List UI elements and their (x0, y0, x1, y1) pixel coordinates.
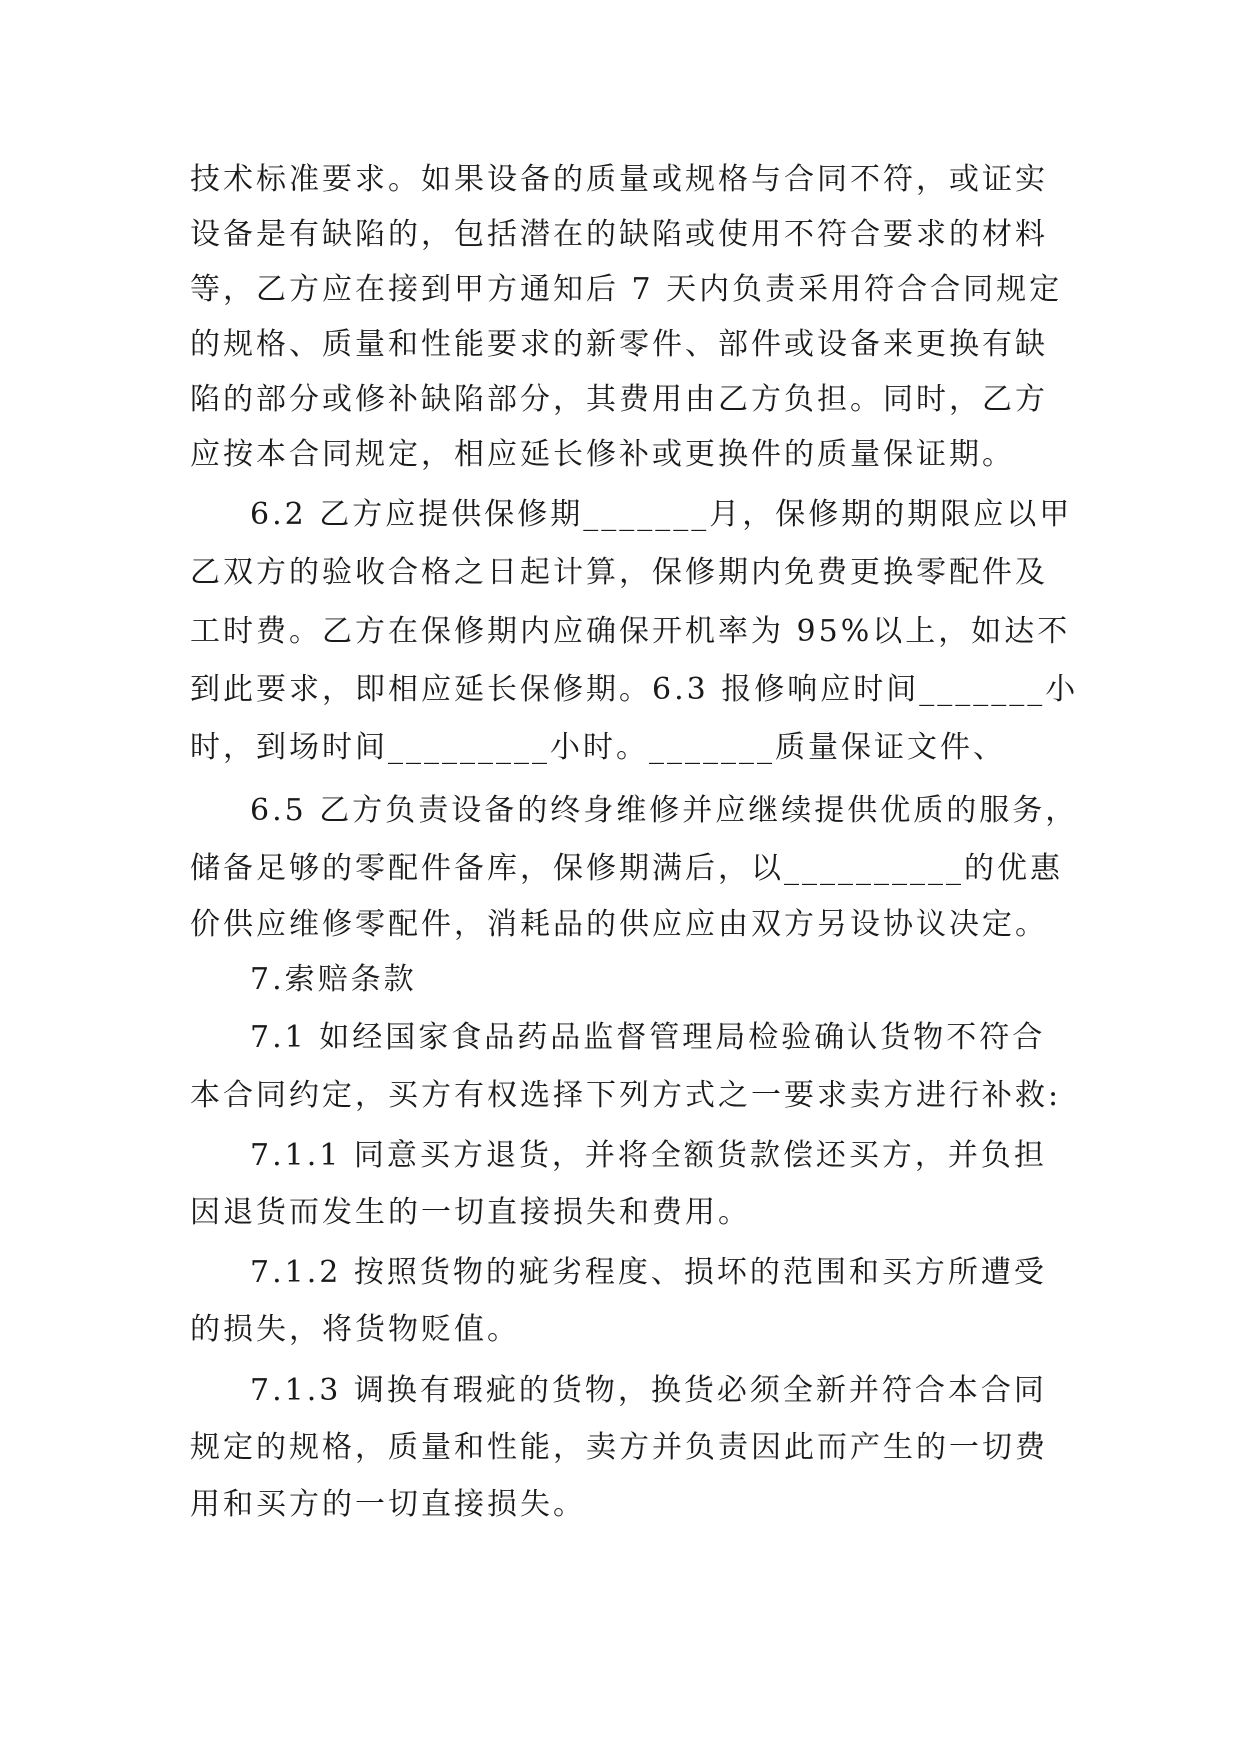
text-line: 用和买方的一切直接损失。 (190, 1487, 586, 1522)
text-line: 本合同约定，买方有权选择下列方式之一要求卖方进行补救: (190, 1078, 1062, 1113)
text-line: 价供应维修零配件，消耗品的供应应由双方另设协议决定。 (190, 907, 1048, 942)
text-line: 工时费。乙方在保修期内应确保开机率为 95%以上，如达不 (190, 614, 1071, 649)
text-line: 7.1.1 同意买方退货，并将全额货款偿还买方，并负担 (250, 1138, 1047, 1173)
text-line: 陷的部分或修补缺陷部分，其费用由乙方负担。同时，乙方 (190, 382, 1048, 417)
text-line: 的规格、质量和性能要求的新零件、部件或设备来更换有缺 (190, 327, 1048, 362)
text-line: 设备是有缺陷的，包括潜在的缺陷或使用不符合要求的材料 (190, 217, 1048, 252)
text-line: 7.1.3 调换有瑕疵的货物，换货必须全新并符合本合同 (250, 1373, 1047, 1408)
text-line: 储备足够的零配件备库，保修期满后，以__________的优惠 (190, 851, 1063, 886)
text-line: 时，到场时间_________小时。_______质量保证文件、 (190, 730, 1006, 765)
text-line: 应按本合同规定，相应延长修补或更换件的质量保证期。 (190, 437, 1015, 472)
text-line: 规定的规格，质量和性能，卖方并负责因此而产生的一切费 (190, 1430, 1048, 1465)
section-heading: 7.索赔条款 (250, 962, 417, 997)
text-line: 7.1.2 按照货物的疵劣程度、损坏的范围和买方所遭受 (250, 1255, 1047, 1290)
text-line: 因退货而发生的一切直接损失和费用。 (190, 1195, 751, 1230)
text-line: 技术标准要求。如果设备的质量或规格与合同不符，或证实 (190, 162, 1048, 197)
text-line: 等，乙方应在接到甲方通知后 7 天内负责采用符合合同规定 (190, 272, 1063, 307)
text-line: 乙双方的验收合格之日起计算，保修期内免费更换零配件及 (190, 555, 1048, 590)
text-line: 的损失，将货物贬值。 (190, 1312, 520, 1347)
text-line: 到此要求，即相应延长保修期。6.3 报修响应时间_______小 (190, 672, 1079, 707)
text-line: 6.2 乙方应提供保修期_______月，保修期的期限应以甲 (250, 497, 1073, 532)
text-line: 6.5 乙方负责设备的终身维修并应继续提供优质的服务， (250, 793, 1079, 828)
text-line: 7.1 如经国家食品药品监督管理局检验确认货物不符合 (250, 1020, 1046, 1055)
